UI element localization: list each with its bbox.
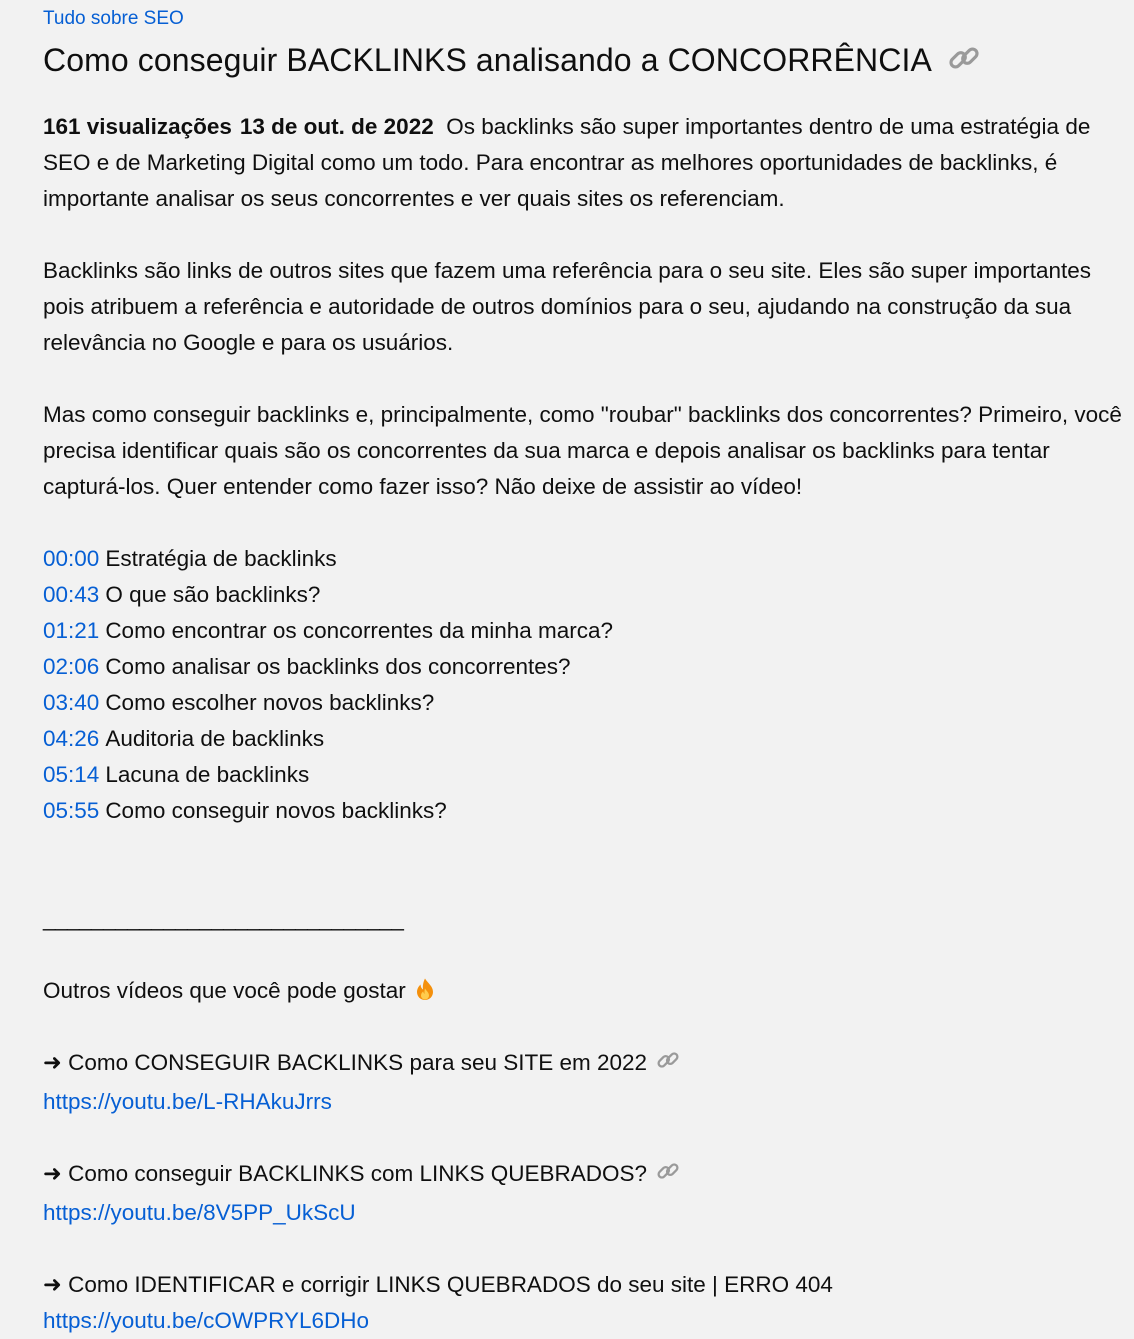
- chapter-timestamp-link[interactable]: 00:43: [43, 582, 100, 608]
- link-icon: [655, 1047, 681, 1084]
- video-meta: [43, 114, 434, 139]
- chapter-timestamp-link[interactable]: 05:14: [43, 762, 100, 788]
- chapter-timestamp-link[interactable]: 05:55: [43, 798, 100, 824]
- chapter-label: Como encontrar os concorrentes da minha marca?: [105, 618, 614, 644]
- chapter-timestamp-link[interactable]: 04:26: [43, 726, 100, 752]
- link-icon: [946, 40, 982, 85]
- chapter-label: Como conseguir novos backlinks?: [105, 798, 447, 824]
- chapter-list: [43, 541, 1131, 829]
- video-title: [43, 40, 1091, 85]
- chapter-item: [43, 757, 1131, 793]
- related-video-url[interactable]: https://youtu.be/8V5PP_UkScU: [43, 1200, 356, 1226]
- chapter-label: Auditoria de backlinks: [105, 726, 325, 752]
- chapter-timestamp-link[interactable]: 01:21: [43, 618, 100, 644]
- related-video-title: ➜ Como CONSEGUIR BACKLINKS para seu SITE em 2022: [43, 1050, 648, 1076]
- related-video-title: ➜ Como conseguir BACKLINKS com LINKS QUEBRADOS?: [43, 1161, 648, 1187]
- description-intro: [43, 109, 1131, 217]
- chapter-label: Como escolher novos backlinks?: [105, 690, 435, 716]
- video-title-text: Como conseguir BACKLINKS analisando a CONCORRÊNCIA: [43, 42, 932, 78]
- related-video-url[interactable]: https://youtu.be/cOWPRYL6DHo: [43, 1308, 369, 1334]
- related-video-item: [43, 1045, 1131, 1120]
- chapter-item: [43, 613, 1131, 649]
- link-icon: [655, 1158, 681, 1195]
- intro-text: Os backlinks são super importantes dentro de uma estratégia de SEO e de Marketing Digital como um todo. Para encontrar as melhores oportunidades de backlinks, é importante analisar os seus concorrentes e ver quais sites os referenciam.: [43, 114, 1091, 212]
- chapter-label: Lacuna de backlinks: [105, 762, 310, 788]
- description: [43, 109, 1131, 1339]
- chapter-item: [43, 649, 1131, 685]
- other-videos-heading: [43, 973, 1131, 1009]
- chapter-item: [43, 721, 1131, 757]
- chapter-item: [43, 577, 1131, 613]
- fire-icon: [414, 976, 436, 1000]
- related-video-title: ➜ Como IDENTIFICAR e corrigir LINKS QUEBRADOS do seu site | ERRO 404: [43, 1272, 833, 1298]
- chapter-label: Estratégia de backlinks: [105, 546, 337, 572]
- chapter-label: Como analisar os backlinks dos concorrentes?: [105, 654, 571, 680]
- chapter-item: [43, 541, 1131, 577]
- description-paragraph: Backlinks são links de outros sites que fazem uma referência para o seu site. Eles são super importantes pois atribuem a referência e autoridade de outros domínios para o seu, ajudando na construção da sua relevância no Google e para os usuários.: [43, 258, 1092, 356]
- channel-link[interactable]: Tudo sobre SEO: [43, 8, 184, 29]
- related-video-item: [43, 1156, 1131, 1231]
- view-count: 161 visualizações: [43, 114, 232, 140]
- chapter-timestamp-link[interactable]: 02:06: [43, 654, 100, 680]
- description-paragraph: Mas como conseguir backlinks e, principalmente, como "roubar" backlinks dos concorrentes? Primeiro, você precisa identificar quais são os concorrentes da sua marca e depois analisar os backlinks para tentar capturá-los. Quer entender como fazer isso? Não deixe de assistir ao vídeo!: [43, 402, 1122, 500]
- upload-date: 13 de out. de 2022: [239, 114, 434, 140]
- divider: ______________________________: [43, 906, 404, 932]
- chapter-item: [43, 685, 1131, 721]
- related-video-item: [43, 1267, 1131, 1339]
- related-video-url[interactable]: https://youtu.be/L-RHAkuJrrs: [43, 1089, 332, 1115]
- chapter-item: [43, 793, 1131, 829]
- chapter-timestamp-link[interactable]: 00:00: [43, 546, 100, 572]
- other-videos-heading-text: Outros vídeos que você pode gostar: [43, 978, 406, 1004]
- chapter-timestamp-link[interactable]: 03:40: [43, 690, 100, 716]
- chapter-label: O que são backlinks?: [105, 582, 321, 608]
